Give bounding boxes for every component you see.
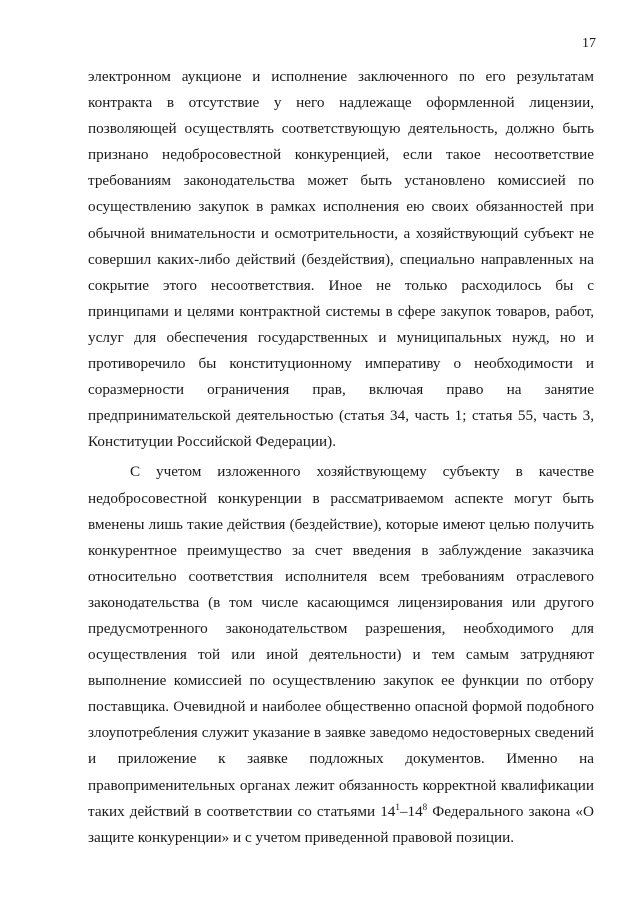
text-line: вменены лишь такие действия (бездействие), которые имеют целью получить [88, 515, 594, 533]
text-line: совершил каких-либо действий (бездействия), специально направленных на [88, 250, 594, 268]
text-segment: таких действий в соответствии со статьями 14 [88, 802, 396, 820]
text-line: недобросовестной конкуренции в рассматриваемом аспекте могут быть [88, 489, 594, 507]
text-line: требованиям законодательства может быть установлено комиссией по [88, 172, 594, 190]
text-line: и приложение к заявке подложных документов. Именно на [88, 750, 594, 768]
text-line: позволяющей осуществлять соответствующую деятельность, должно быть [88, 120, 594, 138]
text-segment: –14 [399, 802, 423, 820]
text-line: выполнение комиссией по осуществлению закупок ее функции по отбору [88, 672, 594, 690]
text-line: сокрытие этого несоответствия. Иное не только расходилось бы с [88, 276, 594, 294]
text-line: Конституции Российской Федерации). [88, 433, 337, 451]
text-line: предусмотренного законодательством разрешения, необходимого для [88, 619, 594, 637]
text-line: поставщика. Очевидной и наиболее общественно опасной формой подобного [88, 698, 594, 716]
text-line: конкурентное преимущество за счет введения в заблуждение заказчика [88, 541, 594, 559]
text-segment: Федерального закона «О [427, 802, 594, 820]
document-body [88, 64, 594, 851]
paragraph-1 [88, 64, 594, 455]
text-line: законодательства (в том числе касающимся лицензирования или другого [88, 593, 594, 611]
text-line-with-superscripts [88, 799, 594, 825]
text-line: осуществления той или иной деятельности) и тем самым затрудняют [88, 646, 594, 664]
paragraph-2 [88, 459, 594, 850]
superscript: 8 [422, 801, 428, 812]
text-line: предпринимательской деятельностью (статья 34, часть 1; статья 55, часть 3, [88, 407, 594, 425]
text-line: С учетом изложенного хозяйствующему субъекту в качестве [130, 463, 594, 481]
text-line: обычной внимательности и осмотрительности, а хозяйствующий субъект не [88, 224, 594, 242]
text-line: защите конкуренции» и с учетом приведенной правовой позиции. [88, 828, 515, 846]
text-line: соразмерности ограничения прав, включая право на занятие [88, 381, 594, 399]
superscript: 1 [395, 801, 400, 812]
page-number: 17 [582, 36, 596, 51]
text-line: принципами и целями контрактной системы в сфере закупок товаров, работ, [88, 302, 594, 320]
text-line: контракта в отсутствие у него надлежаще оформленной лицензии, [88, 94, 594, 112]
text-line: относительно соответствия исполнителя всем требованиям отраслевого [88, 567, 594, 585]
text-line: электронном аукционе и исполнение заключенного по его результатам [88, 68, 594, 85]
text-line: противоречило бы конституционному императиву о необходимости и [88, 355, 594, 373]
text-line: правоприменительных органах лежит обязанность корректной квалификации [88, 776, 594, 794]
text-line: признано недобросовестной конкуренцией, если такое несоответствие [88, 146, 594, 164]
text-line: услуг для обеспечения государственных и муниципальных нужд, но и [88, 328, 594, 346]
text-line: злоупотребления служит указание в заявке заведомо недостоверных сведений [88, 724, 594, 742]
text-line: осуществлению закупок в рамках исполнения ею своих обязанностей при [88, 198, 594, 216]
